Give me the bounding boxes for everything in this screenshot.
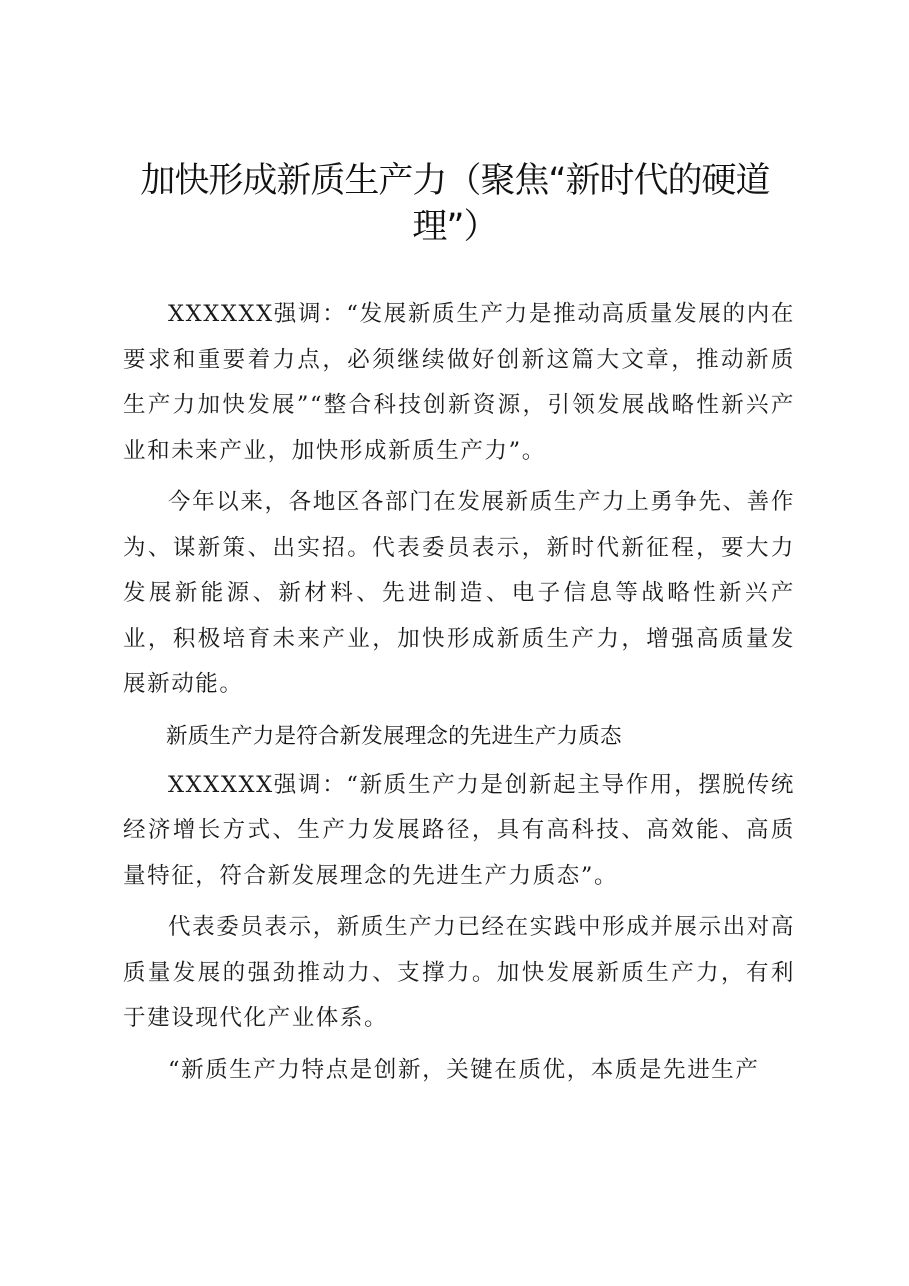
paragraph-5: “新质生产力特点是创新，关键在质优，本质是先进生产 [168,1056,760,1083]
document-title: 加快形成新质生产力（聚焦“新时代的硬道理”） [140,161,770,247]
paragraph-1: XXXXXX强调：“发展新质生产力是推动高质量发展的内在要求和重要着力点，必须继续做好创新这篇大文章，推动新质生产力加快发展”“整合科技创新资源，引领发展战略性新兴产业和未来产业，加快形成新质生产力”。 [123,301,795,464]
paragraph-4: 代表委员表示，新质生产力已经在实践中形成并展示出对高质量发展的强劲推动力、支撑力。加快发展新质生产力，有利于建设现代化产业体系。 [123,914,795,1031]
section-heading: 新质生产力是符合新发展理念的先进生产力质态 [166,723,622,749]
document-body [123,292,795,1099]
paragraph-3: XXXXXX强调：“新质生产力是创新起主导作用，摆脱传统经济增长方式、生产力发展路径，具有高科技、高效能、高质量特征，符合新发展理念的先进生产力质态”。 [123,771,795,889]
paragraph-2: 今年以来，各地区各部门在发展新质生产力上勇争先、善作为、谋新策、出实招。代表委员表示，新时代新征程，要大力发展新能源、新材料、先进制造、电子信息等战略性新兴产业，积极培育未来产业，加快形成新质生产力，增强高质量发展新动能。 [123,489,795,697]
